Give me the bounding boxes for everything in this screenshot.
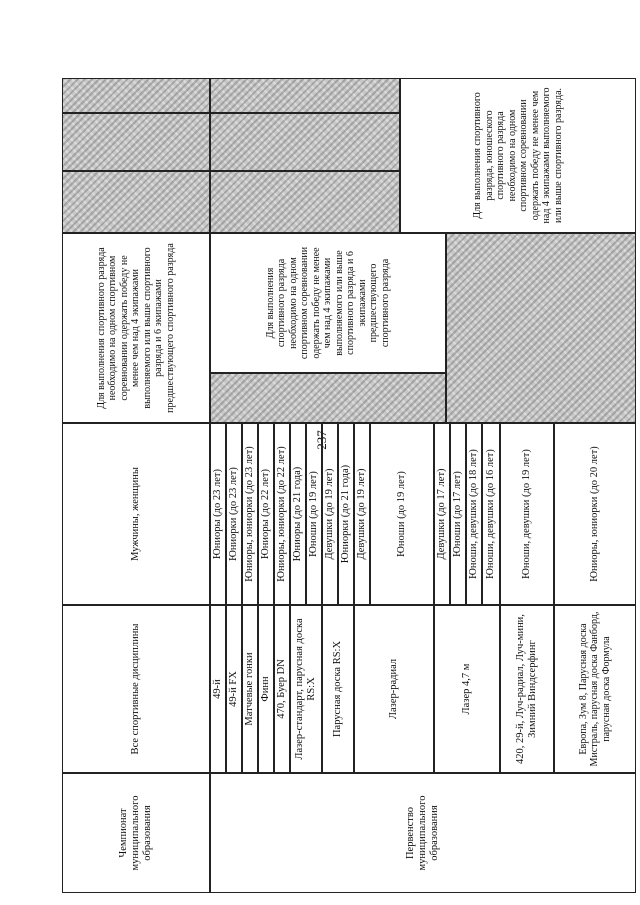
- shaded-cell: [210, 171, 400, 233]
- rotated-table: [62, 78, 636, 893]
- group: Девушки (до 19 лет): [354, 423, 370, 605]
- group: Юниоры (до 21 года): [290, 423, 306, 605]
- group: Юниорки (до 23 лет): [226, 423, 242, 605]
- discipline: Парусная доска RS:X: [322, 605, 354, 773]
- group: Юноши (до 17 лет): [450, 423, 466, 605]
- group: Юниоры, юниорки (до 22 лет): [274, 423, 290, 605]
- group: Юноши (до 19 лет): [370, 423, 434, 605]
- discipline: Лазер-радиал: [354, 605, 434, 773]
- section2-note-a: Для выполнения спортивного разряда необходимо на одном спортивном соревновании одержать победу не менее чем над 4 экипажами выполняемого или выше спортивного разряда и 6 экипажами предшествующего спортивного разряда: [210, 233, 446, 373]
- group: Юниоры, юниорки (до 20 лет): [554, 423, 636, 605]
- shaded-cell: [446, 233, 636, 423]
- group: Юниоры (до 23 лет): [210, 423, 226, 605]
- shaded-cell: [62, 171, 210, 233]
- shaded-cell: [210, 113, 400, 171]
- group: Девушки (до 19 лет): [322, 423, 338, 605]
- shaded-cell: [210, 373, 446, 423]
- group: Юниоры (до 22 лет): [258, 423, 274, 605]
- section2-note-b: Для выполнения спортивного разряда, юношеского спортивного разряда необходимо на одном спортивном соревновании одержать победу не менее чем над 4 экипажами выполняемого или выше спортивного разряда.: [400, 78, 636, 233]
- section1-note: Для выполнения спортивного разряда необходимо на одном спортивном соревновании одержать победу не менее чем над 4 экипажами выполняемого или выше спортивного разряда и 6 экипажами предшествующего спортивного разряда: [62, 233, 210, 423]
- shaded-cell: [62, 113, 210, 171]
- table-viewport: [62, 78, 636, 893]
- group: Юноши (до 19 лет): [306, 423, 322, 605]
- section1-group: Мужчины, женщины: [62, 423, 210, 605]
- section1-disciplines: Все спортивные дисциплины: [62, 605, 210, 773]
- discipline: 420, 29-й, Луч-радиал, Луч-мини, Зимний Виндсерфинг: [500, 605, 554, 773]
- discipline: 49-й: [210, 605, 226, 773]
- section2-title: Первенство муниципального образования: [210, 773, 636, 893]
- group: Девушки (до 17 лет): [434, 423, 450, 605]
- group: Юноши, девушки (до 16 лет): [482, 423, 500, 605]
- group: Юниоры, юниорки (до 23 лет): [242, 423, 258, 605]
- shaded-cell: [62, 78, 210, 113]
- group: Юноши, девушки (до 19 лет): [500, 423, 554, 605]
- group: Юноши, девушки (до 18 лет): [466, 423, 482, 605]
- shaded-cell: [210, 78, 400, 113]
- page-number: 237: [313, 430, 329, 450]
- discipline: 470, Буер DN: [274, 605, 290, 773]
- group: Юниорки (до 21 года): [338, 423, 354, 605]
- discipline: Лазер 4,7 м: [434, 605, 500, 773]
- discipline: Матчевые гонки: [242, 605, 258, 773]
- discipline: Лазер-стандарт, парусная доска RS:X: [290, 605, 322, 773]
- discipline: Финн: [258, 605, 274, 773]
- discipline: Европа, Зум 8, Парусная доска Мистраль, парусная доска Фанборд, парусная доска Формула: [554, 605, 636, 773]
- discipline: 49-й FX: [226, 605, 242, 773]
- section1-title: Чемпионат муниципального образования: [62, 773, 210, 893]
